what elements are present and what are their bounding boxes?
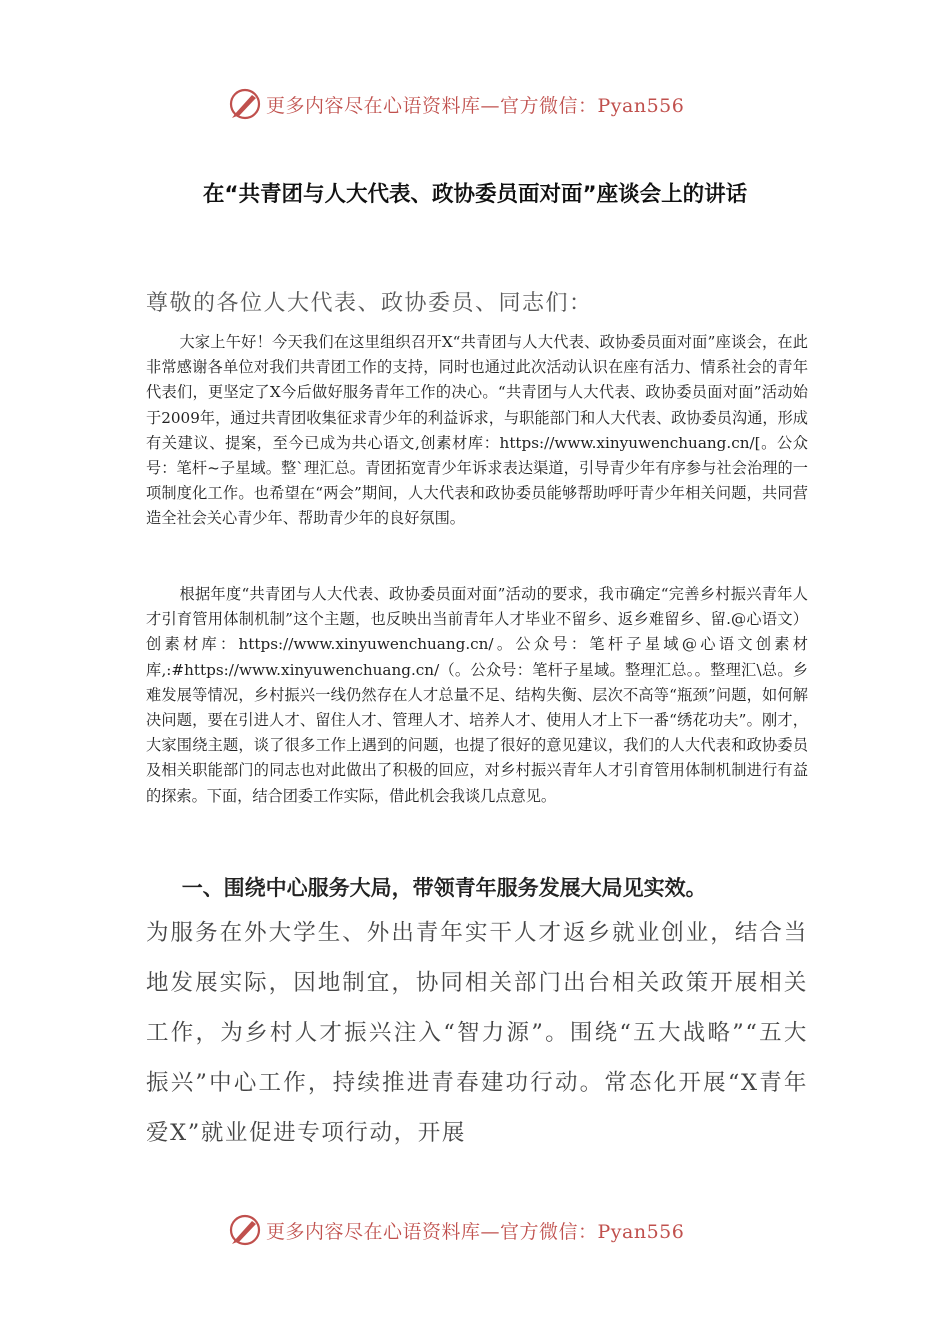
watermark-text: 更多内容尽在心语资料库—官方微信：Pyan556 [266,1220,685,1243]
paragraph-2: 根据年度“共青团与人大代表、政协委员面对面”活动的要求，我市确定“完善乡村振兴青年人才引育管用体制机制”这个主题，也反映出当前青年人才毕业不留乡、返乡难留乡、留.@心语文）创素材库：https://www.xinyuwenchuang.cn/。公众号：笔杆子星域@心语文创素材库,:#https://www.xinyuwenchuang.cn/（。公众号：笔杆子星域。整理汇总。。整理汇\总。乡难发展等情况，乡村振兴一线仍然存在人才总量不足、结构失衡、层次不高等“瓶颈”问题，如何解决问题，要在引进人才、留住人才、管理人才、培养人才、使用人才上下一番“绣花功夫”。刚才，大家围绕主题，谈了很多工作上遇到的问题，也提了很好的意见建议，我们的人大代表和政协委员及相关职能部门的同志也对此做出了积极的回应，对乡村振兴青年人才引育管用体制机制进行有益的探索。下面，结合团委工作实际，借此机会我谈几点意见。 [146,585,808,805]
pen-logo-icon [228,1213,262,1247]
pen-logo-icon [228,87,262,121]
watermark-text: 更多内容尽在心语资料库—官方微信：Pyan556 [266,94,685,117]
paragraph-1: 大家上午好！今天我们在这里组织召开X“共青团与人大代表、政协委员面对面”座谈会，在此非常感谢各单位对我们共青团工作的支持，同时也通过此次活动认识在座有活力、情系社会的青年代表们，更坚定了X今后做好服务青年工作的决心。“共青团与人大代表、政协委员面对面”活动始于2009年，通过共青团收集征求青少年的利益诉求，与职能部门和人大代表、政协委员沟通，形成有关建议、提案，至今已成为共心语文,创素材库：https://www.xinyuwenchuang.cn/[。公众号：笔杆~子星域。整`理汇总。青团拓宽青少年诉求表达渠道，引导青少年有序参与社会治理的一项制度化工作。也希望在“两会”期间，人大代表和政协委员能够帮助呼吁青少年相关问题，共同营造全社会关心青少年、帮助青少年的良好氛围。 [146,333,808,528]
watermark-header [228,84,748,124]
watermark-footer [228,1210,748,1250]
document-title: 在“共青团与人大代表、政协委员面对面”座谈会上的讲话 [202,182,748,207]
greeting: 尊敬的各位人大代表、政协委员、同志们： [146,291,593,316]
paragraph-3: 为服务在外大学生、外出青年实干人才返乡就业创业，结合当地发展实际，因地制宜，协同相关部门出台相关政策开展相关工作，为乡村人才振兴注入“智力源”。围绕“五大战略”“五大振兴”中心工作，持续推进青春建功行动。常态化开展“X青年爱X”就业促进专项行动，开展 [146,920,808,1146]
section-heading-1: 一、围绕中心服务大局，带领青年服务发展大局见实效。 [181,876,707,900]
